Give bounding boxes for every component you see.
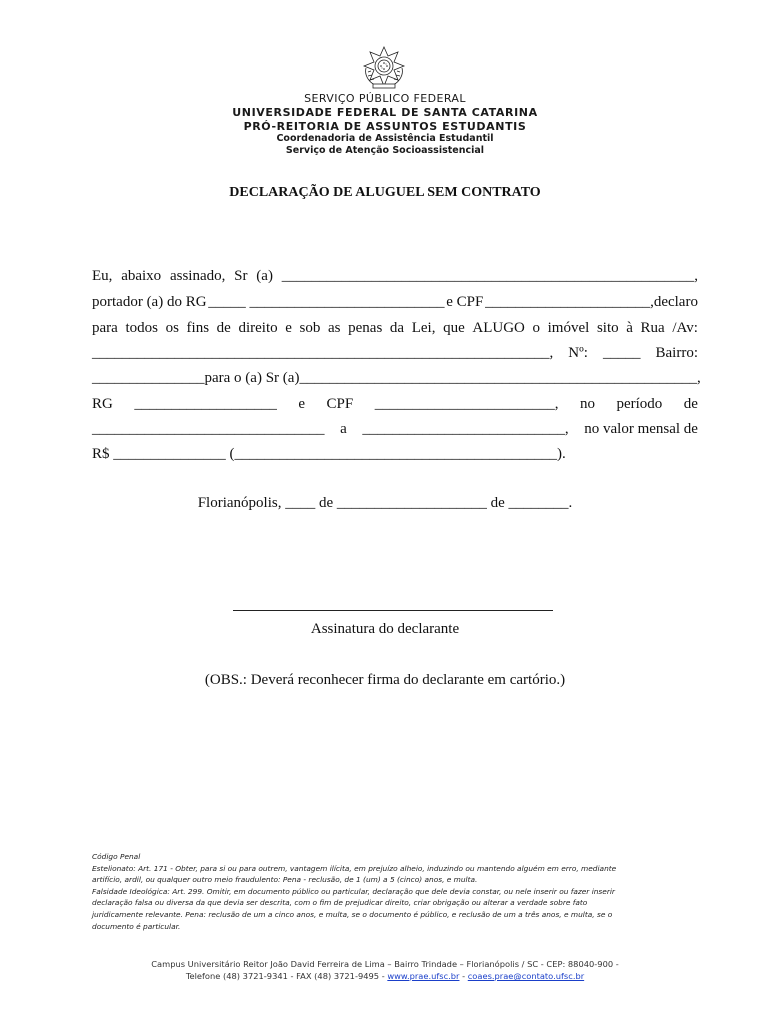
body-line-2 bbox=[92, 294, 698, 311]
document-title: DECLARAÇÃO DE ALUGUEL SEM CONTRATO bbox=[229, 185, 541, 200]
number-blank[interactable]: _____ bbox=[602, 345, 641, 361]
period-end-blank[interactable]: ___________________________, bbox=[362, 421, 569, 437]
place-date-line[interactable]: Florianópolis, ____ de ____________________ de ________. bbox=[197, 495, 573, 511]
body-line-8 bbox=[92, 446, 698, 463]
rent-value-words-blank[interactable]: (___________________________________________). bbox=[229, 446, 566, 462]
text: Bairro: bbox=[655, 345, 698, 361]
text: da bbox=[389, 320, 405, 336]
notarization-note: (OBS.: Deverá reconhecer firma do declarante em cartório.) bbox=[204, 672, 566, 688]
declarant-cpf-blank[interactable]: ______________________,declaro bbox=[485, 294, 698, 310]
footer-line-2 bbox=[0, 970, 770, 982]
penal-code-line: artifício, ardil, ou qualquer outro meio fraudulento: Pena - reclusão, de 1 (um) a 5 (cinco) anos, e multa. bbox=[92, 875, 478, 885]
rent-value-blank[interactable]: _______________ bbox=[113, 446, 226, 462]
footer-separator: - bbox=[459, 971, 468, 981]
header-service: SERVIÇO PÚBLICO FEDERAL bbox=[304, 92, 466, 105]
text: período bbox=[616, 396, 663, 412]
period-start-blank[interactable]: _______________________________ bbox=[92, 421, 325, 437]
text: assinado, bbox=[169, 268, 226, 284]
text: imóvel bbox=[547, 320, 590, 336]
text: sito bbox=[596, 320, 619, 336]
penal-code-notice bbox=[92, 851, 700, 932]
declarant-rg-blank[interactable]: _____ __________________________ bbox=[208, 294, 445, 310]
penal-code-line: declaração falsa ou diversa da que devia ser descrita, com o fim de prejudicar direito, criar obrigação ou alterar a verdade sobre fato bbox=[92, 898, 588, 908]
text: R$ bbox=[92, 446, 110, 462]
text: Nº: bbox=[568, 345, 588, 361]
signature-label: Assinatura do declarante bbox=[310, 621, 460, 637]
text: todos bbox=[125, 320, 158, 336]
text: as bbox=[328, 320, 341, 336]
text: de bbox=[683, 396, 698, 412]
neighborhood-blank[interactable]: _______________ bbox=[92, 370, 205, 386]
text: sob bbox=[299, 320, 321, 336]
declarant-name-blank[interactable]: _______________________________________________________, bbox=[281, 268, 698, 284]
text: abaixo bbox=[121, 268, 162, 284]
text: Rua bbox=[640, 320, 665, 336]
header-coordination: Coordenadoria de Assistência Estudantil bbox=[276, 133, 494, 144]
coat-of-arms-icon bbox=[360, 46, 408, 90]
landlord-rg-blank[interactable]: ___________________ bbox=[134, 396, 277, 412]
text: para bbox=[92, 320, 118, 336]
email-link[interactable]: coaes.prae@contato.ufsc.br bbox=[467, 971, 585, 981]
text: RG bbox=[92, 396, 113, 412]
text: (a) bbox=[256, 268, 273, 284]
footer-phone: Telefone (48) 3721-9341 - FAX (48) 3721-9495 - bbox=[185, 971, 388, 981]
text: a bbox=[340, 421, 347, 437]
penal-code-line: Estelionato: Art. 171 - Obter, para si ou para outrem, vantagem ilícita, em prejuízo alheio, induzindo ou mantendo alguém em erro, mediante bbox=[92, 863, 617, 873]
text: /Av: bbox=[672, 320, 698, 336]
penal-code-line: documento é particular. bbox=[92, 921, 181, 931]
landlord-name-blank[interactable]: _____________________________________________________, bbox=[299, 370, 701, 386]
body-line-3 bbox=[92, 320, 698, 337]
text: o bbox=[532, 320, 541, 336]
street-blank[interactable]: _____________________________________________________________, bbox=[92, 345, 554, 361]
text: à bbox=[626, 320, 633, 336]
text: penas bbox=[348, 320, 383, 336]
header-university: UNIVERSIDADE FEDERAL DE SANTA CATARINA bbox=[232, 106, 538, 119]
website-link[interactable]: www.prae.ufsc.br bbox=[387, 971, 460, 981]
text: para o (a) Sr (a) bbox=[204, 370, 300, 386]
text: Eu, bbox=[92, 268, 113, 284]
text: que bbox=[443, 320, 465, 336]
penal-code-line: Falsidade Ideológica: Art. 299. Omitir, em documento público ou particular, declaração que dele devia constar, ou nele inserir ou fazer inserir bbox=[92, 886, 615, 896]
text: no bbox=[579, 396, 595, 412]
text: ALUGO bbox=[472, 320, 525, 336]
text: e bbox=[298, 396, 306, 412]
text: direito bbox=[238, 320, 278, 336]
footer-line-1: Campus Universitário Reitor João David Ferreira de Lima – Bairro Trindade – Florianópolis / SC - CEP: 88040-900 - bbox=[151, 959, 619, 969]
text: Sr bbox=[234, 268, 248, 284]
text: no valor mensal de bbox=[584, 421, 698, 437]
penal-code-line: juridicamente relevante. Pena: reclusão de um a cinco anos, e multa, se o documento é público, e reclusão de um a três anos, e multa, se o bbox=[92, 909, 613, 919]
text: portador (a) do RG bbox=[92, 294, 207, 310]
body-line-7 bbox=[92, 421, 698, 438]
header-pro-rectory: PRÓ-REITORIA DE ASSUNTOS ESTUDANTIS bbox=[243, 120, 527, 133]
penal-code-title: Código Penal bbox=[92, 852, 141, 861]
body-line-6 bbox=[92, 396, 698, 413]
landlord-cpf-blank[interactable]: ________________________, bbox=[374, 396, 559, 412]
body-line-4 bbox=[92, 345, 698, 362]
text: e CPF bbox=[446, 294, 484, 310]
text: de bbox=[216, 320, 231, 336]
body-line-1 bbox=[92, 268, 698, 285]
header-service-unit: Serviço de Atenção Socioassistencial bbox=[285, 145, 485, 156]
text: fins bbox=[186, 320, 210, 336]
footer-address bbox=[0, 958, 770, 982]
body-line-5 bbox=[92, 370, 701, 387]
signature-line[interactable] bbox=[233, 610, 553, 611]
text: os bbox=[165, 320, 179, 336]
text: CPF bbox=[326, 396, 354, 412]
text: e bbox=[285, 320, 292, 336]
text: Lei, bbox=[411, 320, 436, 336]
